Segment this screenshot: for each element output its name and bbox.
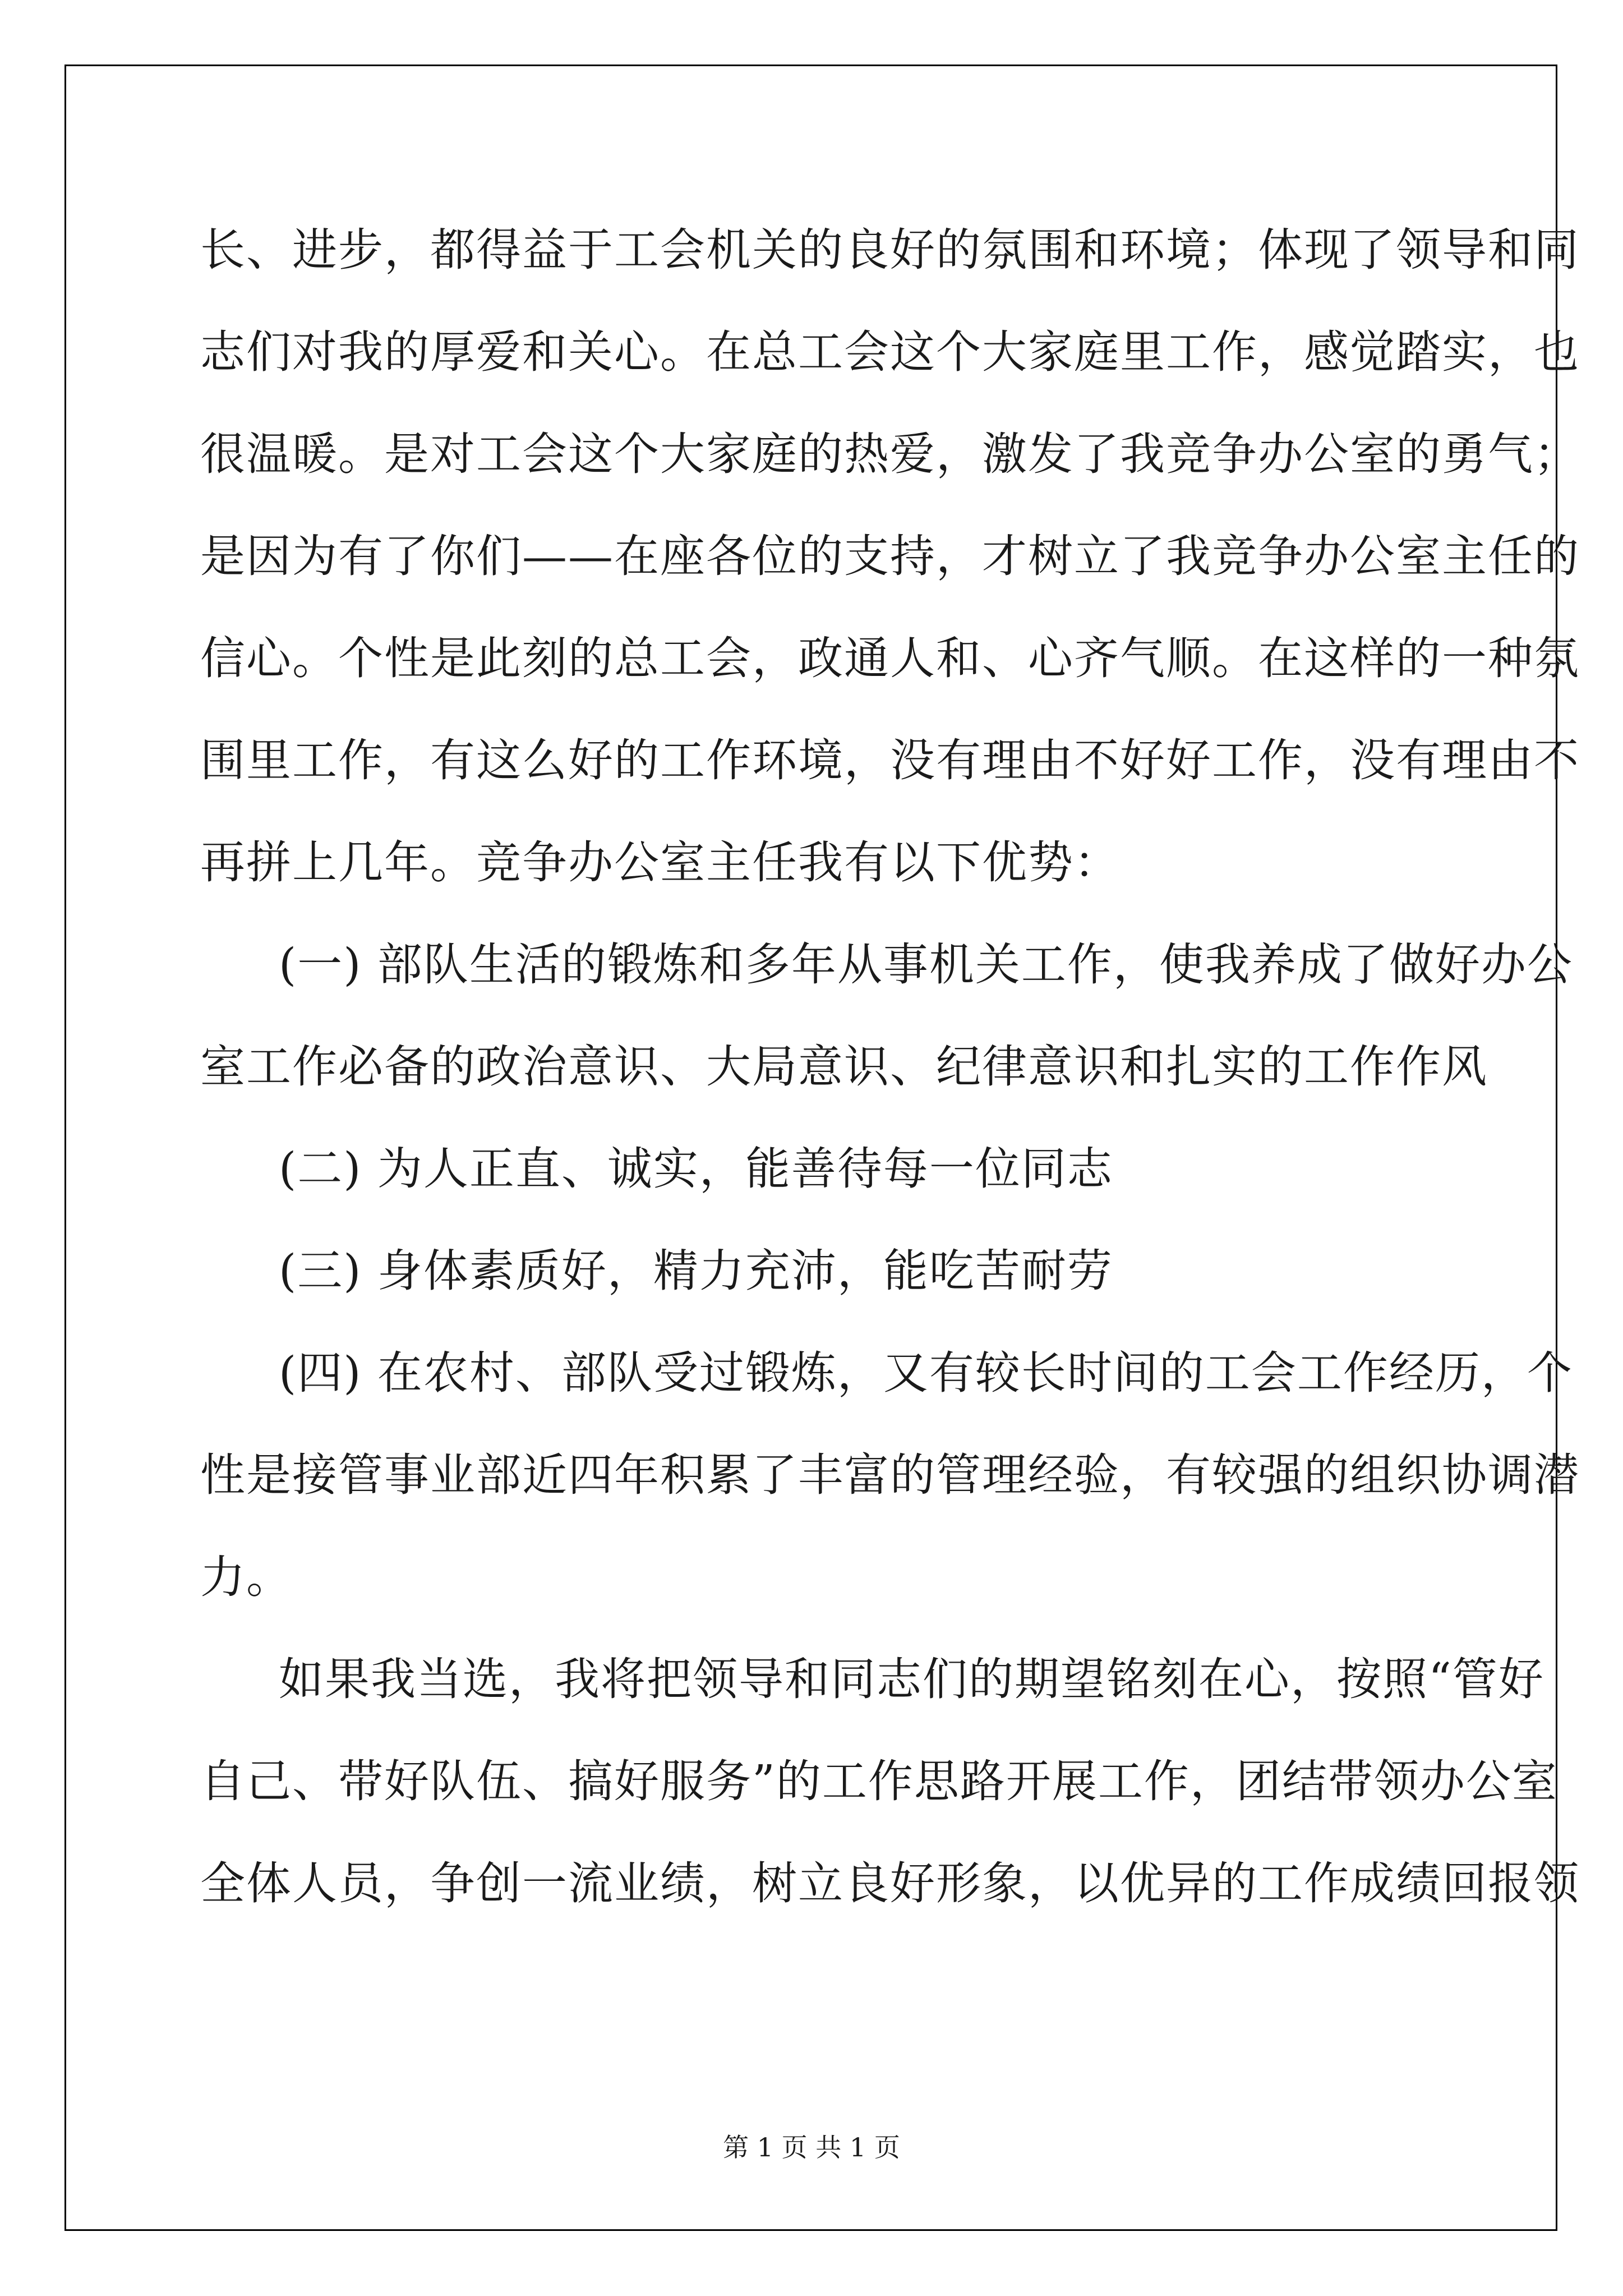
document-body — [200, 199, 1580, 1935]
paragraph — [200, 914, 1573, 1118]
text-line: 是因为有了你们——在座各位的支持，才树立了我竞争办公室主任的 — [200, 530, 1580, 582]
text-line: 围里工作，有这么好的工作环境，没有理由不好好工作，没有理由不 — [200, 734, 1580, 786]
paragraph — [200, 1220, 1423, 1322]
text-line: 自己、带好队伍、搞好服务”的工作思路开展工作，团结带领办公室 — [200, 1755, 1558, 1807]
text-line: 力。 — [200, 1551, 292, 1603]
text-line: 室工作必备的政治意识、大局意识、纪律意识和扎实的工作作风 — [200, 1041, 1488, 1093]
text-line: 长、进步，都得益于工会机关的良好的氛围和环境；体现了领导和同 — [200, 224, 1580, 276]
text-line: 志们对我的厚爱和关心。在总工会这个大家庭里工作，感觉踏实，也 — [200, 326, 1580, 378]
text-line: (三) 身体素质好，精力充沛，能吃苦耐劳 — [279, 1245, 1113, 1297]
paragraph — [200, 1118, 1423, 1220]
paragraph — [200, 199, 1580, 914]
text-line: 信心。个性是此刻的总工会，政通人和、心齐气顺。在这样的一种氛 — [200, 632, 1580, 684]
text-line: (一) 部队生活的锻炼和多年从事机关工作，使我养成了做好办公 — [279, 938, 1573, 991]
text-line: 性是接管事业部近四年积累了丰富的管理经验，有较强的组织协调潜 — [200, 1449, 1580, 1501]
text-line: (四) 在农村、部队受过锻炼，又有较长时间的工会工作经历，个 — [279, 1347, 1573, 1399]
text-line: (二) 为人正直、诚实，能善待每一位同志 — [279, 1143, 1113, 1195]
text-line: 再拼上几年。竞争办公室主任我有以下优势： — [200, 836, 1120, 889]
text-line: 很温暖。是对工会这个大家庭的热爱，激发了我竞争办公室的勇气； — [200, 428, 1580, 480]
paragraph — [200, 1322, 1580, 1628]
paragraph — [200, 1628, 1580, 1935]
text-line: 如果我当选，我将把领导和同志们的期望铭刻在心，按照“管好 — [279, 1653, 1544, 1705]
text-line: 全体人员，争创一流业绩，树立良好形象，以优异的工作成绩回报领 — [200, 1857, 1580, 1910]
page-number-footer: 第 1 页 共 1 页 — [723, 2132, 900, 2162]
